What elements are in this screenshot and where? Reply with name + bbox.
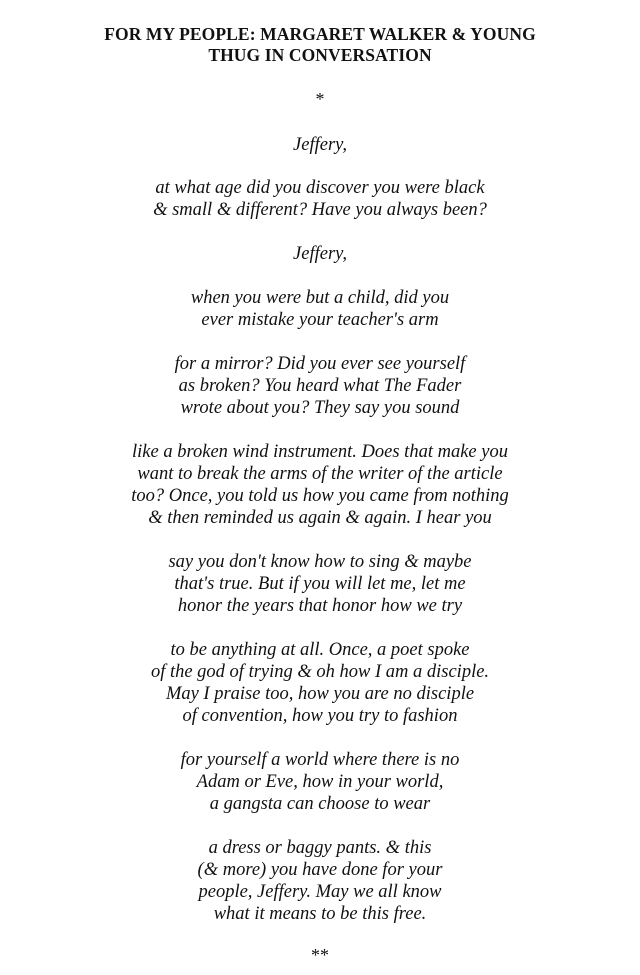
poem-line: a dress or baggy pants. & this (208, 838, 432, 858)
address-line: Jeffery, (293, 244, 347, 264)
stanza-1 (0, 177, 640, 221)
title-line-1: FOR MY PEOPLE: MARGARET WALKER & YOUNG (104, 24, 536, 44)
address-line: Jeffery, (293, 135, 347, 155)
stanza-3 (0, 353, 640, 419)
poem-line: say you don't know how to sing & maybe (168, 552, 472, 572)
poem-line: a gangsta can choose to wear (209, 794, 431, 814)
stanza-5 (0, 551, 640, 617)
poem-line: Adam or Eve, how in your world, (196, 772, 444, 792)
poem-line: for a mirror? Did you ever see yourself (174, 354, 466, 374)
stanza-4 (0, 441, 640, 529)
poem-line: what it means to be this free. (213, 904, 427, 924)
poem-line: people, Jeffery. May we all know (198, 882, 442, 902)
poem-line: of convention, how you try to fashion (182, 706, 458, 726)
poem-line: wrote about you? They say you sound (180, 398, 460, 418)
stanza-7 (0, 749, 640, 815)
poem-line: May I praise too, how you are no disciple (165, 684, 475, 704)
poem-line: that's true. But if you will let me, let me (174, 574, 466, 594)
poem-line: want to break the arms of the writer of the article (137, 464, 503, 484)
poem-line: & small & different? Have you always been? (153, 200, 487, 220)
poem-line: at what age did you discover you were black (155, 178, 485, 198)
poem-line: too? Once, you told us how you came from nothing (131, 486, 509, 506)
address-2 (0, 243, 640, 265)
poem-line: to be anything at all. Once, a poet spoke (170, 640, 470, 660)
stanza-8 (0, 837, 640, 925)
poem-line: ever mistake your teacher's arm (201, 310, 439, 330)
stanza-2 (0, 287, 640, 331)
address-1 (0, 134, 640, 156)
section-mark-end: ** (311, 945, 329, 965)
title-line-2: THUG IN CONVERSATION (208, 45, 432, 65)
poem-line: honor the years that honor how we try (177, 596, 463, 616)
poem-line: & then reminded us again & again. I hear you (148, 508, 492, 528)
poem-line: like a broken wind instrument. Does that make you (132, 442, 508, 462)
poem-line: as broken? You heard what The Fader (178, 376, 462, 396)
poem-title (0, 24, 640, 66)
section-mark-start: * (315, 89, 325, 109)
poem-line: (& more) you have done for your (197, 860, 443, 880)
poem-line: when you were but a child, did you (190, 288, 450, 308)
poem-line: for yourself a world where there is no (180, 750, 460, 770)
poem-line: of the god of trying & oh how I am a disciple. (150, 662, 490, 682)
stanza-6 (0, 639, 640, 727)
